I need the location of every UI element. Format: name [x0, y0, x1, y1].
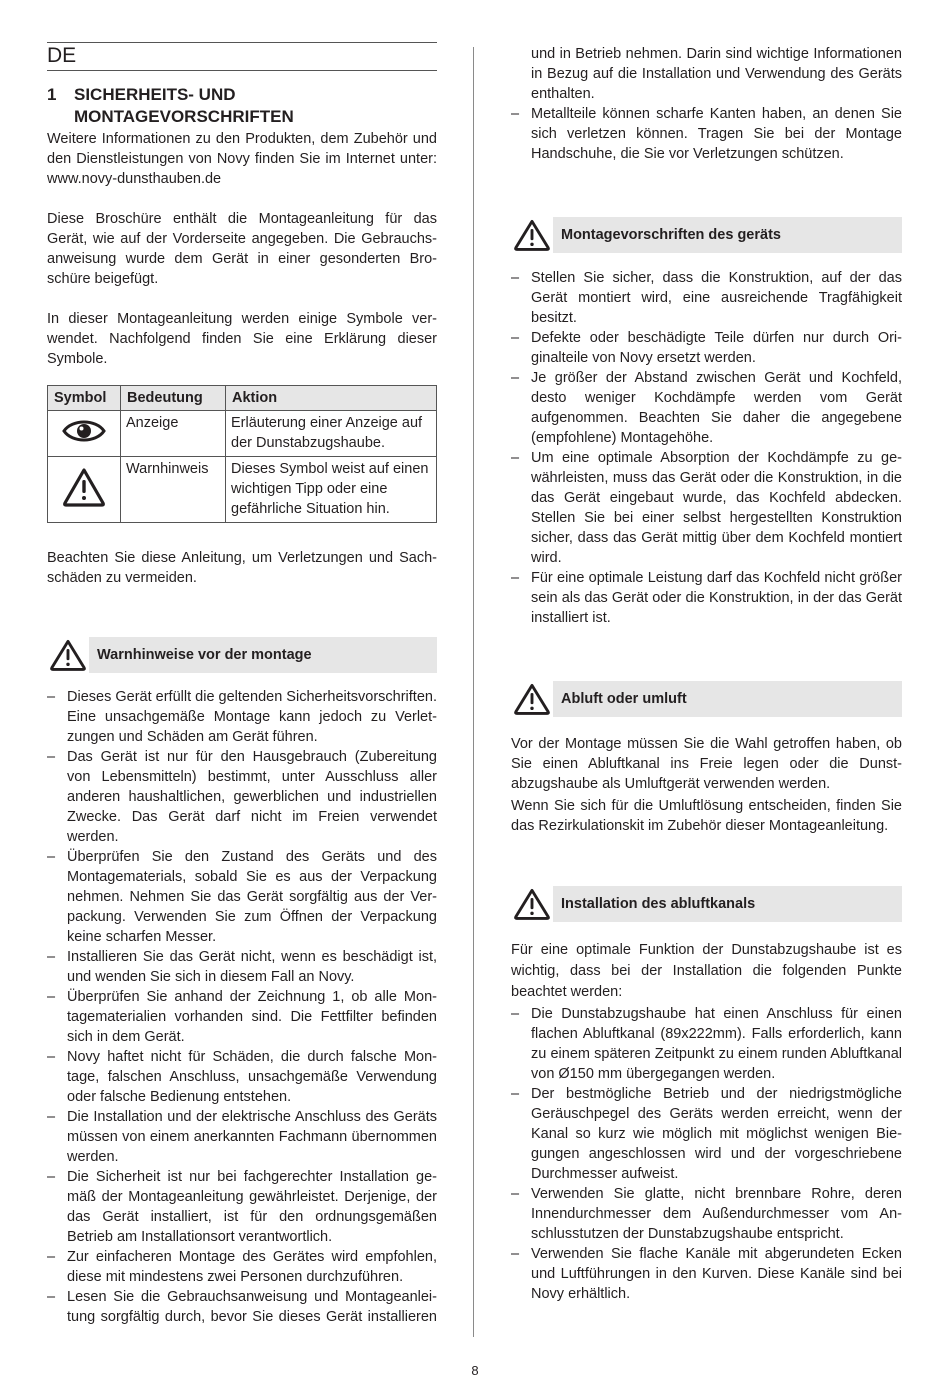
- warning-heading-abluft: [511, 681, 902, 717]
- warning-triangle-icon: [513, 218, 551, 252]
- warning-list-before-install: [47, 687, 437, 1327]
- table-row: [48, 411, 437, 457]
- list-item: – Je größer der Abstand zwischen Gerät und Kochfeld, desto weniger Kochdämpfe werden vom Gerät aufgenommen. Beachten Sie daher die angegebene (empfohlene) Montagehöhe.: [511, 370, 902, 446]
- installation-intro: Für eine optimale Funktion der Dunstabzugshaube ist es wichtig, dass bei der Installation die folgenden Punkte beachtet werden:: [511, 942, 902, 1000]
- symbol-cell: [48, 457, 121, 523]
- list-item: – Die Dunstabzugshaube hat einen Anschluss für einen flachen Abluftkanal (89x222mm). Falls erforderlich, kann zu einem späteren Zeitpunkt zu einem runden Abluftkanal von Ø150 mm übergegangen werden.: [511, 1006, 902, 1082]
- header-symbol: Symbol: [48, 386, 121, 411]
- section-title-line1: SICHERHEITS- UND: [74, 85, 236, 104]
- symbol-table: [47, 385, 437, 523]
- column-divider: [473, 47, 474, 1337]
- abluft-paragraph: Vor der Montage müssen Sie die Wahl getroffen haben, ob Sie einen Abluftkanal ins Freie legen oder die Dunstabzugshaube als Umluftgerät verwenden werden.: [511, 736, 902, 792]
- action-cell: Dieses Symbol weist auf einen wichtigen Tipp oder eine gefährliche Situation hin.: [226, 457, 437, 523]
- list-item: – Die Sicherheit ist nur bei fachgerechter Installation gemäß der Montageanleitung gewährleistet. Derjenige, der das Gerät installiert, ist für den ordnungsgemäßen Betrieb am Installationsort verantwortlich.: [47, 1169, 437, 1245]
- warning-heading-title: Warnhinweise vor der montage: [89, 637, 437, 673]
- list-item: – Verwenden Sie glatte, nicht brennbare Rohre, deren Innendurchmesser dem Außendurchmesser vom Anschlusstutzen der Dunstabzugshaube entspricht.: [511, 1186, 902, 1242]
- warning-triangle-icon: [49, 638, 87, 672]
- list-item: – Novy haftet nicht für Schäden, die durch falsche Montage, falschen Anschluss, unsachgemäße Verwendung oder falsche Bedienung entstehen.: [47, 1049, 437, 1105]
- warning-heading-title: Montagevorschriften des geräts: [553, 217, 902, 253]
- page-number: 8: [471, 1363, 479, 1378]
- list-item: – Metallteile können scharfe Kanten haben, an denen Sie sich verletzen können. Tragen Sie bei der Montage Handschuhe, die Sie vor Verletzungen schützen.: [511, 106, 902, 162]
- warning-triangle-icon: [62, 466, 106, 508]
- section-title-line2: MONTAGEVORSCHRIFTEN: [74, 107, 294, 126]
- left-column: [47, 42, 437, 1327]
- warning-heading-before-install: [47, 637, 437, 673]
- list-item: – Überprüfen Sie den Zustand des Geräts und des Montagematerials, sobald Sie es aus der Verpackung nehmen. Nehmen Sie das Gerät sorgfältig aus der Verpackung. Verwenden Sie zum Öffnen der Verpackung keine scharfen Messer.: [47, 849, 437, 945]
- list-item: – Dieses Gerät erfüllt die geltenden Sicherheitsvorschriften. Eine unsachgemäße Montage kann jedoch zu Verletzungen und Schäden am Gerät führen.: [47, 689, 437, 745]
- warning-heading-montage: [511, 217, 902, 253]
- warning-triangle-icon: [513, 682, 551, 716]
- warning-heading-title: Installation des abluftkanals: [553, 886, 902, 922]
- intro-paragraph-web: Weitere Informationen zu den Produkten, dem Zubehör und den Dienstleistungen von Novy finden Sie im Internet unter: www.novy-dunsthauben.de: [47, 131, 437, 187]
- warning-triangle-icon: [513, 887, 551, 921]
- list-item: – Für eine optimale Leistung darf das Kochfeld nicht größer sein als das Gerät oder die Konstruktion, in der das Gerät installiert ist.: [511, 570, 902, 626]
- montage-list: [511, 268, 902, 628]
- list-item: – Stellen Sie sicher, dass die Konstruktion, auf der das Gerät montiert wird, eine ausreichende Tragfähigkeit besitzt.: [511, 270, 902, 326]
- eye-icon: [62, 416, 106, 446]
- list-item-continued: und in Betrieb nehmen. Darin sind wichtige Informationen in Bezug auf die Installation und Verwendung des Geräts enthalten.: [531, 46, 902, 102]
- intro-paragraph-symbols: In dieser Montageanleitung werden einige Symbole verwendet. Nachfolgend finden Sie eine Erklärung dieser Symbole.: [47, 311, 437, 367]
- meaning-cell: Warnhinweis: [121, 457, 226, 523]
- header-action: Aktion: [226, 386, 437, 411]
- symbol-cell: [48, 411, 121, 457]
- action-cell: Erläuterung einer Anzeige auf der Dunstabzugshaube.: [226, 411, 437, 457]
- list-item: – Zur einfacheren Montage des Gerätes wird empfohlen, diese mit mindestens zwei Personen durchzuführen.: [47, 1249, 437, 1285]
- warning-heading-title: Abluft oder umluft: [553, 681, 902, 717]
- after-table-paragraph: Beachten Sie diese Anleitung, um Verletzungen und Sachschäden zu vermeiden.: [47, 550, 437, 586]
- right-column: [511, 44, 902, 1304]
- list-item: – Verwenden Sie flache Kanäle mit abgerundeten Ecken und Luftführungen in den Kurven. Diese Kanäle sind bei Novy erhältlich.: [511, 1246, 902, 1302]
- list-item: – Installieren Sie das Gerät nicht, wenn es beschädigt ist, und wenden Sie sich in diesem Fall an Novy.: [47, 949, 437, 985]
- list-item: – Um eine optimale Absorption der Kochdämpfe zu gewährleisten, muss das Gerät oder die Konstruktion, in die das Gerät eingebaut wurde, das Kochfeld abdecken. Stellen Sie bei einer selbst hergestellten Konstruktion sicher, dass das Gerät mittig über dem Kochfeld montiert wird.: [511, 450, 902, 566]
- meaning-cell: Anzeige: [121, 411, 226, 457]
- list-item: – Defekte oder beschädigte Teile dürfen nur durch Originalteile von Novy ersetzt werden.: [511, 330, 902, 366]
- abluft-paragraph: Wenn Sie sich für die Umluftlösung entscheiden, finden Sie das Rezirkulationskit im Zubehör dieser Montageanleitung.: [511, 798, 902, 834]
- section-heading-cont: [47, 107, 437, 127]
- warning-heading-installation: [511, 886, 902, 922]
- list-item: – Die Installation und der elektrische Anschluss des Geräts müssen von einem anerkannten Fachmann übernommen werden.: [47, 1109, 437, 1165]
- header-meaning: Bedeutung: [121, 386, 226, 411]
- intro-paragraph-brochure: Diese Broschüre enthält die Montageanleitung für das Gerät, wie auf der Vorderseite angegeben. Die Gebrauchsanweisung wurde dem Gerät in einer gesonderten Broschüre beigefügt.: [47, 211, 437, 287]
- language-tag: DE: [47, 42, 437, 71]
- table-row: [48, 457, 437, 523]
- list-item: – Das Gerät ist nur für den Hausgebrauch (Zubereitung von Lebensmitteln) bestimmt, unter Ausschluss aller anderen haushaltlichen, gewerblichen und industriellen Zwecke. Das Gerät darf nicht im Freien verwendet werden.: [47, 749, 437, 845]
- list-item: – Der bestmögliche Betrieb und der niedrigstmögliche Geräuschpegel des Geräts werden erreicht, wenn der Kanal so kurz wie möglich mit möglichst wenigen Biegungen angeschlossen wird und der vorgeschriebene Durchmesser aufweist.: [511, 1086, 902, 1182]
- section-number: 1: [47, 85, 57, 104]
- section-heading: [47, 85, 437, 105]
- list-item: – Überprüfen Sie anhand der Zeichnung 1, ob alle Montagematerialien vorhanden sind. Die Fettfilter befinden sich in dem Gerät.: [47, 989, 437, 1045]
- list-item: – Lesen Sie die Gebrauchsanweisung und Montageanleitung sorgfältig durch, bevor Sie dieses Gerät installieren: [47, 1289, 437, 1325]
- warning-list-continued: [511, 44, 902, 164]
- symbol-table-header: [48, 386, 437, 411]
- installation-list: [511, 1004, 902, 1304]
